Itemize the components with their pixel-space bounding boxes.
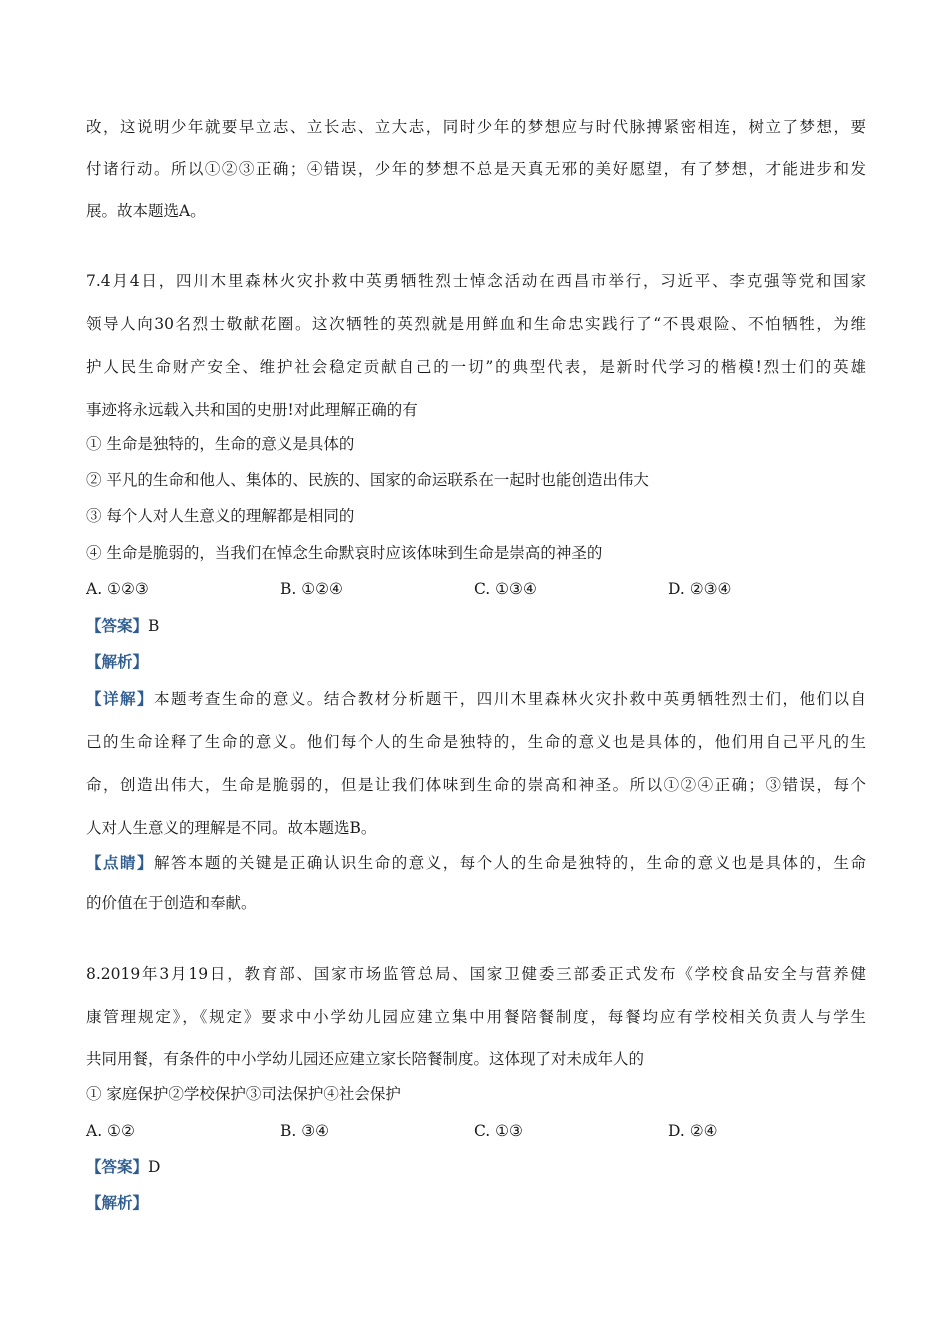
q7-option-b: B. ①②④: [280, 580, 343, 598]
paragraph-line: 付诸行动。所以①②③正确；④错误，少年的梦想不总是天真无邪的美好愿望，有了梦想，才能进步和发: [86, 160, 866, 178]
q8-option-b: B. ③④: [280, 1122, 330, 1140]
point-tag: 【点睛】: [86, 853, 154, 872]
q7-statement: ③ 每个人对人生意义的理解都是相同的: [86, 507, 355, 525]
q8-option-a: A. ①②: [86, 1122, 135, 1140]
q7-statement: ④ 生命是脆弱的，当我们在悼念生命默哀时应该体味到生命是崇高的神圣的: [86, 544, 603, 562]
paragraph-line: 改，这说明少年就要早立志、立长志、立大志，同时少年的梦想应与时代脉搏紧密相连，树立了梦想，要: [86, 118, 866, 136]
q7-option-a: A. ①②③: [86, 580, 149, 598]
q8-stem-line: 共同用餐，有条件的中小学幼儿园还应建立家长陪餐制度。这体现了对未成年人的: [86, 1050, 645, 1068]
q7-detail-line: [86, 689, 866, 709]
q7-detail-line: 己的生命诠释了生命的意义。他们每个人的生命是独特的，生命的意义也是具体的，他们用自己平凡的生: [86, 733, 866, 751]
analysis-tag: 【解析】: [86, 652, 149, 671]
q7-option-c: C. ①③④: [474, 580, 537, 598]
q7-answer: [86, 616, 866, 636]
q8-option-d: D. ②④: [668, 1122, 718, 1140]
q7-detail-line: 命，创造出伟大，生命是脆弱的，但是让我们体味到生命的崇高和神圣。所以①②④正确；③错误，每个: [86, 776, 866, 794]
q8-option-c: C. ①③: [474, 1122, 523, 1140]
analysis-tag: 【解析】: [86, 1193, 149, 1212]
q8-stem-line: 康管理规定》，《规定》要求中小学幼儿园应建立集中用餐陪餐制度，每餐均应有学校相关负责人与学生: [86, 1008, 866, 1026]
q8-statement: ① 家庭保护②学校保护③司法保护④社会保护: [86, 1085, 401, 1103]
q7-statement: ① 生命是独特的，生命的意义是具体的: [86, 435, 355, 453]
q7-option-d: D. ②③④: [668, 580, 732, 598]
answer-tag: 【答案】: [86, 1157, 149, 1176]
q7-point-line: [86, 853, 866, 873]
answer-value: B: [148, 617, 160, 635]
q7-stem-line: 领导人向30名烈士敬献花圈。这次牺牲的英烈就是用鲜血和生命忠实践行了“不畏艰险、不怕牺牲，为维: [86, 315, 866, 333]
q8-answer: [86, 1157, 866, 1177]
paragraph-line: 展。故本题选A。: [86, 202, 206, 220]
point-text: 解答本题的关键是正确认识生命的意义，每个人的生命是独特的，生命的意义也是具体的，生命: [153, 854, 866, 872]
q7-analysis: [86, 652, 866, 672]
q7-stem-line: 事迹将永远载入共和国的史册!对此理解正确的有: [86, 401, 418, 419]
q8-analysis: [86, 1193, 866, 1213]
detail-text: 本题考查生命的意义。结合教材分析题干，四川木里森林火灾扑救中英勇牺牲烈士们，他们以自: [153, 690, 866, 708]
answer-value: D: [148, 1158, 161, 1176]
q8-stem-line: 8.2019年3月19日，教育部、国家市场监管总局、国家卫健委三部委正式发布《学校食品安全与营养健: [86, 965, 866, 983]
q7-stem-line: 护人民生命财产安全、维护社会稳定贡献自己的一切”的典型代表，是新时代学习的楷模!烈士们的英雄: [86, 358, 866, 376]
answer-tag: 【答案】: [86, 616, 149, 635]
q7-statement: ② 平凡的生命和他人、集体的、民族的、国家的命运联系在一起时也能创造出伟大: [86, 471, 649, 489]
q7-stem-line: 7.4月4日，四川木里森林火灾扑救中英勇牺牲烈士悼念活动在西昌市举行，习近平、李克强等党和国家: [86, 272, 866, 290]
q7-point-line: 的价值在于创造和奉献。: [86, 894, 257, 912]
q7-detail-line: 人对人生意义的理解是不同。故本题选B。: [86, 819, 377, 837]
detail-tag: 【详解】: [86, 689, 154, 708]
